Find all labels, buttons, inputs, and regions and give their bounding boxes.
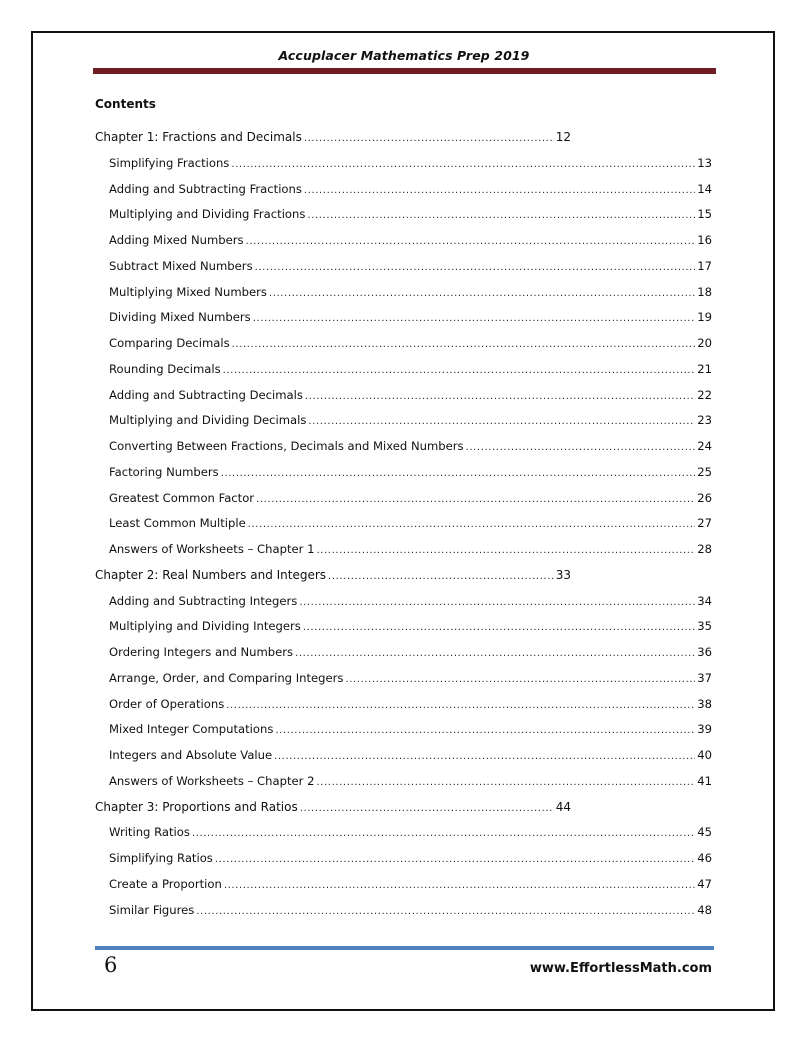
toc-entry-page-number: 48	[697, 902, 712, 917]
toc-section-entry	[109, 618, 712, 636]
toc-entry-label: Answers of Worksheets – Chapter 1	[109, 542, 315, 556]
toc-dot-leader	[304, 131, 554, 147]
toc-entry-label: Converting Between Fractions, Decimals and Mixed Numbers	[109, 439, 464, 453]
toc-dot-leader	[253, 311, 696, 327]
toc-entry-page-number: 25	[697, 464, 712, 479]
toc-section-entry	[109, 670, 712, 688]
toc-dot-leader	[316, 775, 695, 791]
toc-entry-label: Factoring Numbers	[109, 464, 219, 479]
toc-entry-label: Chapter 1: Fractions and Decimals	[95, 130, 302, 144]
toc-entry-label: Adding Mixed Numbers	[109, 233, 244, 247]
toc-dot-leader	[226, 698, 695, 714]
toc-section-entry	[109, 876, 712, 894]
toc-section-entry	[109, 438, 712, 456]
toc-entry-page-number: 40	[697, 748, 712, 762]
toc-dot-leader	[275, 723, 695, 739]
toc-entry-label: Answers of Worksheets – Chapter 2	[109, 773, 315, 788]
toc-dot-leader	[223, 363, 696, 379]
toc-dot-leader	[345, 672, 695, 688]
toc-entry-label: Mixed Integer Computations	[109, 722, 274, 737]
toc-dot-leader	[248, 517, 696, 533]
toc-entry-label: Create a Proportion	[109, 876, 222, 891]
toc-chapter-entry	[95, 129, 571, 147]
toc-dot-leader	[246, 234, 696, 250]
toc-entry-page-number: 24	[697, 439, 712, 453]
toc-entry-label: Similar Figures	[109, 902, 195, 917]
toc-entry-page-number: 47	[697, 876, 712, 891]
toc-section-entry	[109, 335, 712, 353]
contents-heading: Contents	[95, 97, 156, 111]
toc-entry-page-number: 17	[697, 258, 712, 273]
page-number: 6	[104, 953, 118, 977]
toc-entry-label: Comparing Decimals	[109, 336, 230, 350]
toc-dot-leader	[316, 543, 695, 559]
toc-section-entry	[109, 490, 712, 508]
toc-entry-label: Writing Ratios	[109, 825, 190, 840]
toc-entry-label: Order of Operations	[109, 696, 225, 711]
toc-entry-page-number: 28	[697, 542, 712, 556]
toc-dot-leader	[231, 157, 695, 173]
toc-entry-page-number: 21	[697, 361, 712, 376]
toc-entry-label: Simplifying Ratios	[109, 851, 213, 865]
toc-entry-label: Adding and Subtracting Fractions	[109, 181, 302, 196]
footer-website: www.EffortlessMath.com	[529, 961, 712, 976]
toc-dot-leader	[303, 620, 695, 636]
toc-dot-leader	[295, 646, 695, 662]
toc-entry-label: Integers and Absolute Value	[109, 748, 273, 762]
toc-entry-page-number: 12	[555, 130, 571, 144]
toc-entry-label: Subtract Mixed Numbers	[109, 258, 253, 273]
toc-entry-label: Multiplying and Dividing Fractions	[109, 207, 306, 222]
toc-section-entry	[109, 515, 712, 533]
toc-section-entry	[109, 824, 712, 842]
toc-dot-leader	[328, 569, 554, 585]
toc-dot-leader	[269, 286, 695, 302]
toc-entry-page-number: 14	[697, 181, 712, 196]
toc-entry-page-number: 13	[697, 155, 712, 170]
toc-section-entry	[109, 773, 712, 791]
toc-entry-page-number: 22	[697, 387, 712, 402]
toc-section-entry	[109, 284, 712, 302]
toc-section-entry	[109, 361, 712, 379]
toc-entry-label: Simplifying Fractions	[109, 155, 230, 170]
toc-entry-page-number: 33	[555, 567, 571, 582]
toc-entry-label: Multiplying Mixed Numbers	[109, 284, 267, 299]
toc-dot-leader	[196, 904, 695, 920]
toc-entry-page-number: 26	[697, 490, 712, 505]
toc-dot-leader	[466, 440, 696, 456]
toc-chapter-entry	[95, 799, 571, 817]
toc-dot-leader	[256, 492, 695, 508]
toc-entry-page-number: 23	[697, 413, 712, 428]
toc-entry-page-number: 41	[697, 773, 712, 788]
toc-entry-page-number: 36	[697, 645, 712, 659]
toc-entry-page-number: 37	[697, 670, 712, 685]
toc-entry-label: Least Common Multiple	[109, 516, 246, 531]
toc-section-entry	[109, 309, 712, 327]
toc-dot-leader	[300, 801, 554, 817]
toc-section-entry	[109, 258, 712, 276]
toc-section-entry	[109, 644, 712, 662]
toc-section-entry	[109, 412, 712, 430]
toc-dot-leader	[255, 260, 696, 276]
toc-entry-label: Multiplying and Dividing Integers	[109, 619, 301, 634]
toc-section-entry	[109, 181, 712, 199]
toc-section-entry	[109, 155, 712, 173]
toc-section-entry	[109, 206, 712, 224]
toc-entry-label: Ordering Integers and Numbers	[109, 645, 294, 659]
toc-section-entry	[109, 902, 712, 920]
toc-entry-label: Chapter 3: Proportions and Ratios	[95, 799, 298, 814]
toc-entry-label: Rounding Decimals	[109, 361, 221, 376]
toc-section-entry	[109, 696, 712, 714]
toc-dot-leader	[304, 183, 695, 199]
toc-dot-leader	[192, 826, 695, 842]
toc-entry-label: Adding and Subtracting Integers	[109, 593, 298, 608]
toc-entry-page-number: 20	[697, 336, 712, 350]
running-header-title: Accuplacer Mathematics Prep 2019	[278, 48, 530, 63]
toc-entry-page-number: 38	[697, 696, 712, 711]
toc-entry-label: Greatest Common Factor	[109, 490, 255, 505]
toc-entry-page-number: 34	[697, 593, 712, 608]
toc-section-entry	[109, 387, 712, 405]
toc-dot-leader	[232, 337, 696, 353]
toc-dot-leader	[274, 749, 695, 765]
toc-dot-leader	[215, 852, 695, 868]
toc-entry-label: Multiplying and Dividing Decimals	[109, 413, 307, 428]
toc-entry-page-number: 19	[697, 310, 712, 325]
toc-entry-page-number: 44	[555, 799, 571, 814]
toc-dot-leader	[224, 878, 695, 894]
toc-section-entry	[109, 721, 712, 739]
toc-entry-page-number: 45	[697, 825, 712, 840]
toc-entry-label: Dividing Mixed Numbers	[109, 310, 251, 325]
toc-entry-label: Adding and Subtracting Decimals	[109, 387, 303, 402]
footer-rule	[95, 946, 714, 950]
toc-entry-page-number: 39	[697, 722, 712, 737]
toc-entry-page-number: 18	[697, 284, 712, 299]
toc-dot-leader	[299, 595, 695, 611]
toc-entry-label: Chapter 2: Real Numbers and Integers	[95, 567, 327, 582]
toc-section-entry	[109, 464, 712, 482]
toc-dot-leader	[308, 414, 695, 430]
toc-entry-label: Arrange, Order, and Comparing Integers	[109, 670, 344, 685]
toc-section-entry	[109, 232, 712, 250]
toc-section-entry	[109, 593, 712, 611]
toc-dot-leader	[221, 466, 696, 482]
toc-entry-page-number: 46	[697, 851, 712, 865]
toc-dot-leader	[307, 208, 695, 224]
toc-section-entry	[109, 747, 712, 765]
toc-section-entry	[109, 541, 712, 559]
toc-entry-page-number: 16	[697, 233, 712, 247]
toc-section-entry	[109, 850, 712, 868]
toc-dot-leader	[305, 389, 695, 405]
toc-entry-page-number: 15	[697, 207, 712, 222]
toc-chapter-entry	[95, 567, 571, 585]
toc-entry-page-number: 35	[697, 619, 712, 634]
toc-entry-page-number: 27	[697, 516, 712, 531]
